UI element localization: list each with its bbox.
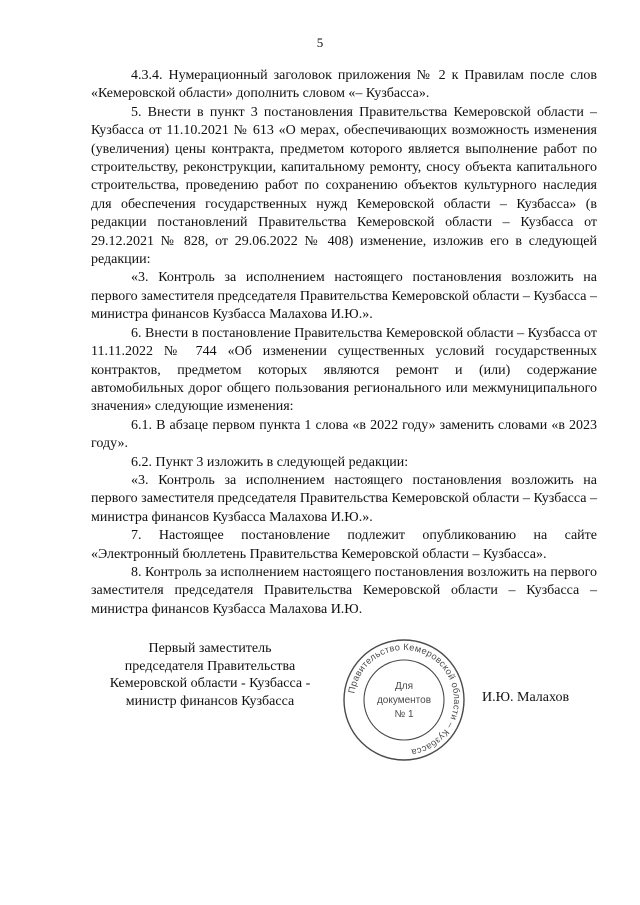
signatory-title-line: Кемеровской области - Кузбасса - (109, 676, 311, 691)
paragraph-5: 5. Внести в пункт 3 постановления Правительства Кемеровской области – Кузбасса от 11.10.2021 № 613 «О мерах, обеспечивающих возможность изменения (увеличения) цены контракта, предметом которого является выполнение работ по строительству, реконструкции, капитальному ремонту, сносу объекта капитального строительства, проведению работ по сохранению объектов культурного наследия для обеспечения государственных нужд Кемеровской области – Кузбасса» (в редакции постановлений Правительства Кемеровской области – Кузбасса от 29.12.2021 № 828, от 29.06.2022 № 408) изменение, изложив его в следующей редакции: (91, 104, 597, 268)
paragraph-7: 7. Настоящее постановление подлежит опубликованию на сайте «Электронный бюллетень Правительства Кемеровской области – Кузбасса». (91, 528, 597, 562)
paragraph-6-1: 6.1. В абзаце первом пункта 1 слова «в 2022 году» заменить словами «в 2023 году». (91, 417, 597, 452)
paragraph-6-2-quote: «3. Контроль за исполнением настоящего постановления возложить на первого заместителя председателя Правительства Кемеровской области – Кузбасса – министра финансов Кузбасса Малахова И.Ю.». (91, 472, 597, 525)
seal-center-line: № 1 (394, 709, 414, 720)
signatory-title-line: министр финансов Кузбасса (125, 693, 295, 709)
signatory-title-line: председателя Правительства (124, 658, 296, 674)
paragraph-8: 8. Контроль за исполнением настоящего постановления возложить на первого заместителя председателя Правительства Кемеровской области – Кузбасса – министра финансов Кузбасса Малахова И.Ю. (91, 564, 597, 617)
signatory-title (90, 640, 330, 710)
paragraph-5-quote: «3. Контроль за исполнением настоящего постановления возложить на первого заместителя председателя Правительства Кемеровской области – Кузбасса – министра финансов Кузбасса Малахова И.Ю.». (91, 270, 597, 323)
paragraph-6-2: 6.2. Пункт 3 изложить в следующей редакции: (131, 454, 409, 470)
paragraph-6: 6. Внести в постановление Правительства Кемеровской области – Кузбасса от 11.11.2022 № 744 «Об изменении существенных условий государственных контрактов, предметом которых являются ремонт и (или) содержание автомобильных дорог общего пользования регионального или межмуниципального значения» следующие изменения: (91, 325, 597, 415)
seal-center-line: документов (376, 695, 432, 706)
paragraph-4-3-4: 4.3.4. Нумерационный заголовок приложения № 2 к Правилам после слов «Кемеровской области» дополнить словом «– Кузбасса». (91, 68, 597, 102)
signature-block (0, 634, 640, 758)
signatory-name: И.Ю. Малахов (482, 690, 570, 705)
seal-graphic (338, 634, 470, 766)
signatory-title-line: Первый заместитель (148, 641, 272, 656)
seal-ring-textpath: Правительство Кемеровской области – Кузбасса (346, 641, 463, 758)
page-number: 5 (316, 35, 324, 50)
document-body (91, 67, 597, 619)
seal-center-line: Для (394, 681, 414, 692)
official-seal-stamp (338, 634, 470, 766)
